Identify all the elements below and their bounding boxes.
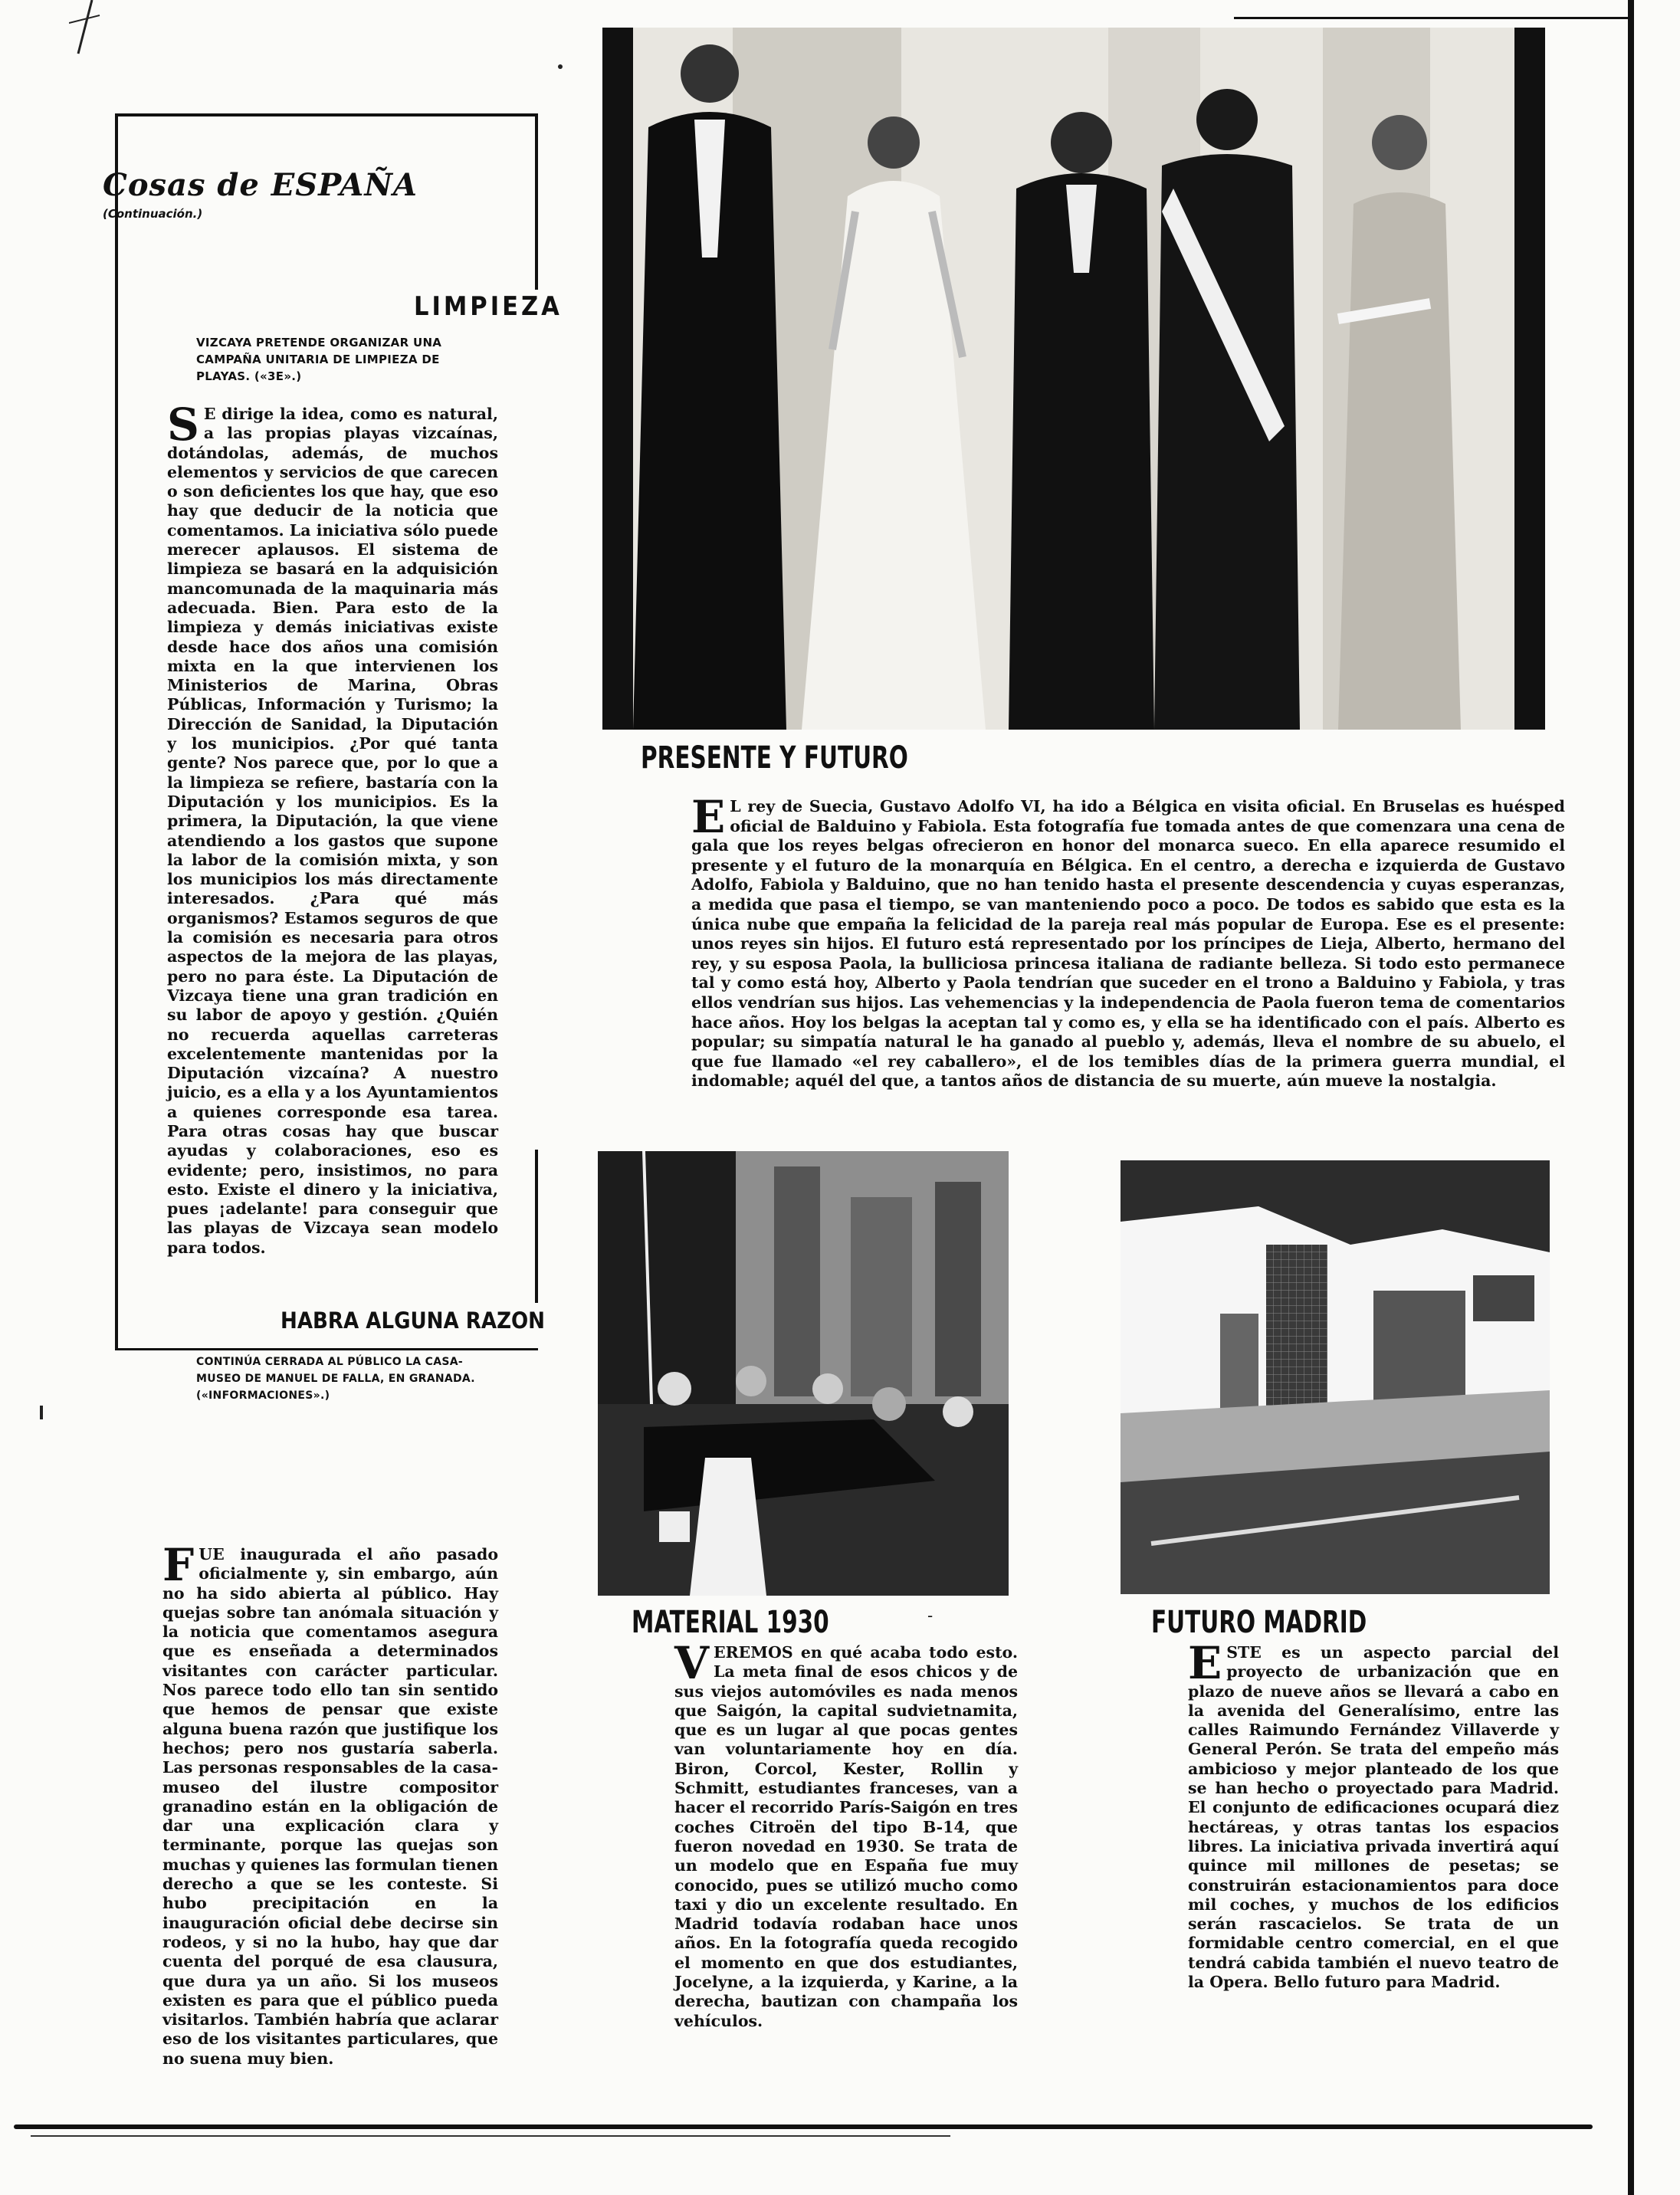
column-frame-right-lower: [535, 1150, 538, 1303]
presente-body: L rey de Suecia, Gustavo Adolfo VI, ha ido a Bélgica en visita oficial. En Bruselas es huésped oficial de Balduino y Fabiola. Esta fotografía fue tomada antes de que comenzara una cena de gala que los reyes belgas ofrecieron en honor del monarca sueco. En ella aparece resumido el presente y el futuro de la monarquía en Bélgica. En el centro, a derecha e izquierda de Gustavo Adolfo, Fabiola y Balduino, que no han tenido hasta el presente descendencia y cuyas esperanzas, a medida que pasa el tiempo, se van manteniendo poco a poco. De todos es sabido que esta es la única nube que empaña la felicidad de la pareja real más popular de Europa. Ese es el presente: unos reyes sin hijos. El futuro está representado por los príncipes de Lieja, Alberto, hermano del rey, y su esposa Paola, la bulliciosa princesa italiana de radiante belleza. Si todo esto permanece tal y como está hoy, Alberto y Paola tendrían que suceder en el trono a Balduino y Fabiola, y tras ellos vendrían sus hijos. Las vehemencias y la independencia de Paola fueron tema de comentarios hace años. Hoy los belgas la aceptan tal y como es, y ella se ha identificado con el país. Alberto es popular; su simpatía natural le ha ganado al pueblo y, además, lleva el nombre de su abuelo, el que fue llamado «el rey caballero», el de los temibles días de la primera guerra mundial, el indomable; aquél del que, a tantos años de distancia de su muerte, aún mueve la nostalgia.: [691, 797, 1565, 1091]
limpieza-dropcap: S: [167, 399, 199, 451]
limpieza-lede: VIZCAYA PRETENDE ORGANIZAR UNA CAMPAÑA UNITARIA DE LIMPIEZA DE PLAYAS. («3E».): [196, 336, 442, 383]
material-heading: MATERIAL 1930: [632, 1605, 829, 1640]
razon-lede: CONTINÚA CERRADA AL PÚBLICO LA CASA-MUSEO DE MANUEL DE FALLA, EN GRANADA. («INFORMACIONES».): [196, 1356, 475, 1402]
limpieza-article: [167, 399, 498, 1258]
material-article: [674, 1637, 1018, 2031]
presente-article: [691, 791, 1565, 1091]
citroen-photo: [598, 1151, 1009, 1596]
razon-article: [162, 1539, 498, 2069]
scan-mark: [69, 0, 115, 61]
margin-mark: [40, 1406, 43, 1419]
material-body: EREMOS en qué acaba todo esto. La meta final de esos chicos y de sus viejos automóviles es nada menos que Saigón, la capital sudvietnamita, que es un lugar al que pocas gentes van voluntariamente hoy en día. Biron, Corcol, Kester, Rollin y Schmitt, estudiantes franceses, van a hacer el recorrido París-Saigón en tres coches Citroën del tipo B-14, que fueron novedad en 1930. Se trata de un modelo que en España fue muy conocido, pues se utilizó mucho como taxi y dio un excelente resultado. En Madrid todavía rodaban hace unos años. En la fotografía queda recogido el momento en que dos estudiantes, Jocelyne, a la izquierda, y Karine, a la derecha, bautizan con champaña los vehículos.: [674, 1643, 1018, 2030]
bottom-rule: [14, 2124, 1593, 2129]
presente-heading: PRESENTE Y FUTURO: [641, 740, 908, 776]
page-top-edge: [1234, 17, 1632, 19]
dot-mark: [558, 64, 563, 69]
limpieza-heading: LIMPIEZA: [414, 291, 563, 322]
column-frame-right: [535, 113, 538, 290]
stray-mark: -: [927, 1606, 934, 1625]
futuro-heading: FUTURO MADRID: [1151, 1605, 1367, 1640]
madrid-model-photo: [1121, 1160, 1550, 1594]
razon-heading: HABRA ALGUNA RAZON: [281, 1307, 545, 1334]
column-title: Cosas de ESPAÑA: [103, 167, 418, 203]
royal-photo: [602, 28, 1545, 730]
razon-dropcap: F: [162, 1539, 195, 1591]
column-continuation: (Continuación.): [103, 207, 203, 221]
page-edge-shadow: [1628, 0, 1634, 2195]
limpieza-body: E dirige la idea, como es natural, a las propias playas vizcaínas, dotándolas, además, de muchos elementos y servicios de que carecen o son deficientes los que hay, que eso hay que deducir de la noticia que comentamos. La iniciativa sólo puede merecer aplausos. El sistema de limpieza se basará en la adquisición mancomunada de la maquinaria más adecuada. Bien. Para esto de la limpieza y demás iniciativas existe desde hace dos años una comisión mixta en la que intervienen los Ministerios de Marina, Obras Públicas, Información y Turismo; la Dirección de Sanidad, la Diputación y los municipios. ¿Por qué tanta gente? Nos parece que, por lo que a la limpieza se refiere, bastaría con la Diputación y los municipios. Es la primera, la Diputación, la que viene atendiendo a los gastos que supone la labor de la comisión mixta, y son los municipios los más directamente interesados. ¿Para qué más organismos? Estamos seguros de que la comisión es necesaria para otros aspectos de la mejora de las playas, pero no para éste. La Diputación de Vizcaya tiene una gran tradición en su labor de apoyo y gestión. ¿Quién no recuerda aquellas carreteras excelentemente mantenidas por la Diputación vizcaína? A nuestro juicio, es a ella y a los Ayuntamientos a quienes corresponde esa tarea. Para otras cosas hay que buscar ayudas y colaboraciones, eso es evidente; pero, insistimos, no para esto. Existe el dinero y la iniciativa, pues ¡adelante! para conseguir que las playas de Vizcaya sean modelo para todos.: [167, 405, 498, 1257]
futuro-article: [1188, 1637, 1559, 1992]
razon-body: UE inaugurada el año pasado oficialmente y, sin embargo, aún no ha sido abierta al público. Hay quejas sobre tan anómala situación y la noticia que comentamos asegura que es enseñada a determinados visitantes con carácter particular. Nos parece todo ello tan sin sentido que hemos de pensar que existe alguna buena razón que justifique los hechos; pero nos gustaría saberla. Las personas responsables de la casa-museo del ilustre compositor granadino están en la obligación de dar una explicación clara y terminante, porque las quejas son muchas y quienes las formulan tienen derecho a que se les conteste. Si hubo precipitación en la inauguración oficial debe decirse sin rodeos, y si no la hubo, hay que dar cuenta del porqué de esa clausura, que dura ya un año. Si los museos existen es para que el público pueda visitarlos. También habría que aclarar eso de los visitantes particulares, que no suena muy bien.: [162, 1545, 498, 2068]
futuro-body: STE es un aspecto parcial del proyecto de urbanización que en plazo de nueve años se llevará a cabo en la avenida del Generalísimo, entre las calles Raimundo Fernández Villaverde y General Perón. Se trata del empeño más ambicioso y mejor planteado de los que se han hecho o proyectado para Madrid. El conjunto de edificaciones ocupará diez hectáreas, y otras tantas los espacios libres. La iniciativa privada invertirá aquí quince mil millones de pesetas; se construirán estacionamientos para doce mil coches, y muchos de los edificios serán rascacielos. Se trata de un formidable centro comercial, en el que tendrá cabida también el nuevo teatro de la Opera. Bello futuro para Madrid.: [1188, 1643, 1559, 1992]
presente-dropcap: E: [691, 791, 726, 843]
bottom-rule-thin: [31, 2135, 950, 2137]
futuro-dropcap: E: [1188, 1637, 1222, 1689]
material-dropcap: V: [674, 1637, 710, 1689]
